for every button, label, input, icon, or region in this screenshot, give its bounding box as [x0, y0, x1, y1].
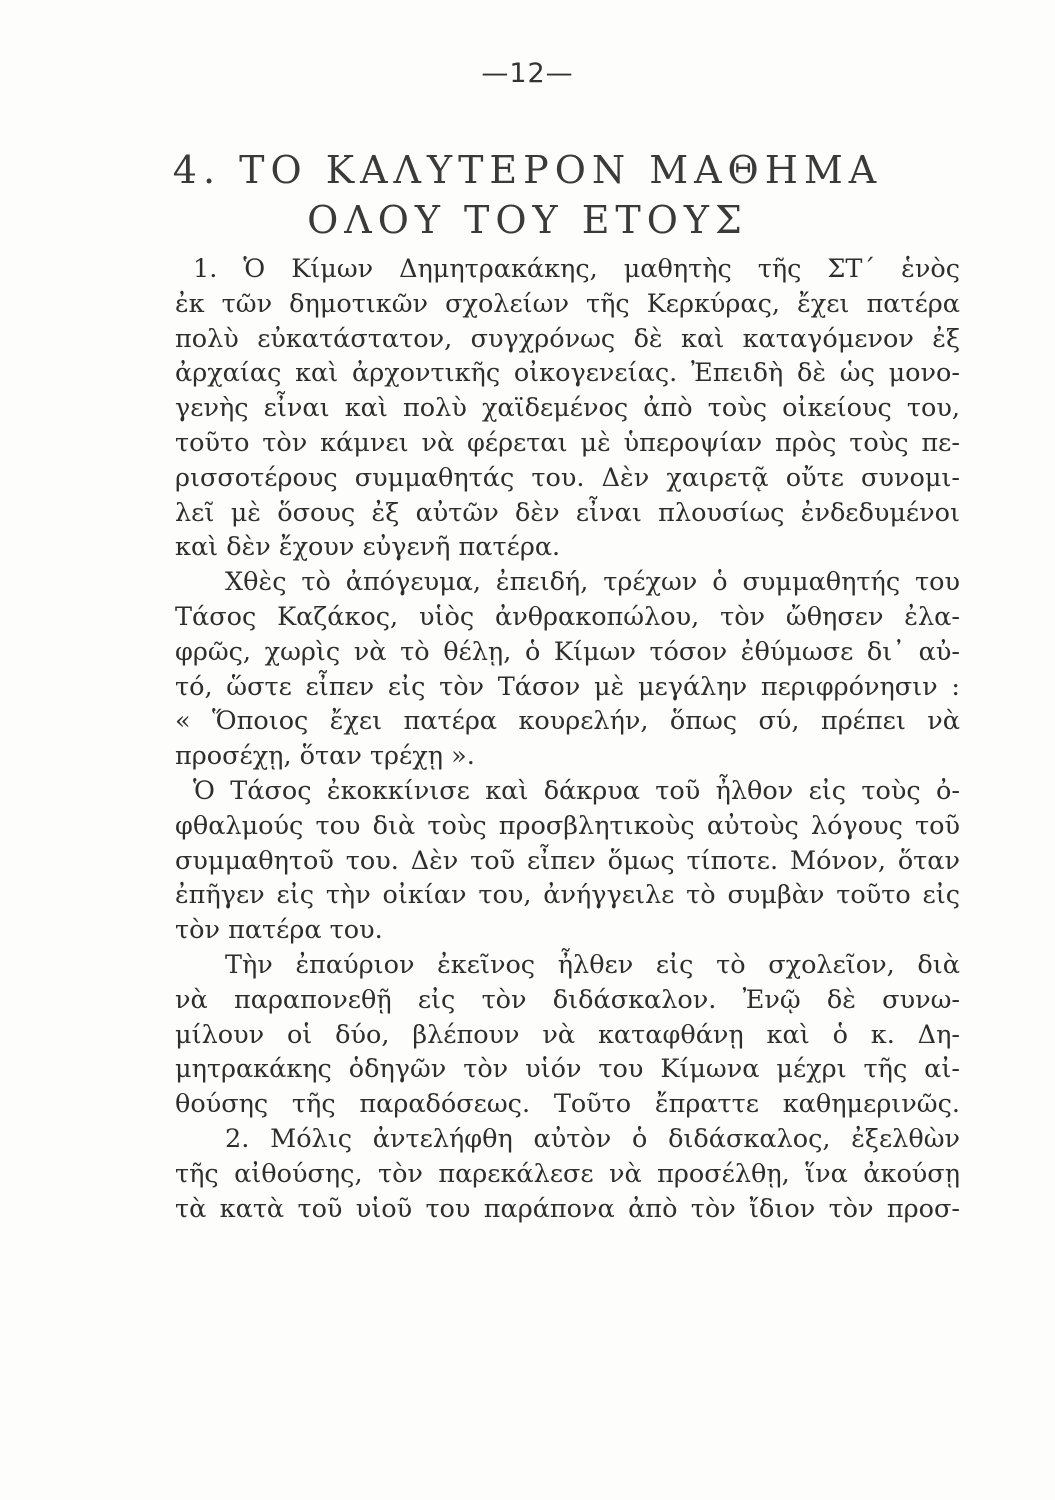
text-line: μητρακάκης ὁδηγῶν τὸν υἱόν του Κίμωνα μέχρι τῆς αἰ-	[175, 1054, 960, 1085]
text-line: μίλουν οἱ δύο, βλέπουν νὰ καταφθάνῃ καὶ ὁ κ. Δη-	[175, 1019, 960, 1050]
text-line: ἀρχαίας καὶ ἀρχοντικῆς οἰκογενείας. Ἐπειδὴ δὲ ὡς μονο-	[175, 358, 960, 389]
text-line: θούσης τῆς παραδόσεως. Τοῦτο ἔπραττε καθημερινῶς.	[175, 1089, 960, 1120]
chapter-title-line-2: ΟΛΟΥ ΤΟΥ ΕΤΟΥΣ	[307, 198, 748, 242]
text-line: « Ὅποιος ἔχει πατέρα κουρελήν, ὅπως σύ, πρέπει νὰ	[175, 706, 960, 737]
text-line: τὰ κατὰ τοῦ υἱοῦ του παράπονα ἀπὸ τὸν ἴδιον τὸν προσ-	[175, 1193, 960, 1224]
text-line: ρισσοτέρους συμμαθητάς του. Δὲν χαιρετᾷ οὔτε συνομι-	[175, 462, 960, 493]
text-line: τὸν πατέρα του.	[175, 915, 383, 946]
text-line: προσέχῃ, ὅταν τρέχῃ ».	[175, 741, 475, 772]
text-line: φρῶς, χωρὶς νὰ τὸ θέλῃ, ὁ Κίμων τόσον ἐθύμωσε δι᾽ αὐ-	[175, 636, 960, 667]
text-line: τῆς αἰθούσης, τὸν παρεκάλεσε νὰ προσέλθῃ, ἵνα ἀκούσῃ	[175, 1158, 960, 1189]
text-line: καὶ δὲν ἔχουν εὐγενῆ πατέρα.	[175, 532, 561, 563]
text-line: λεῖ μὲ ὅσους ἐξ αὐτῶν δὲν εἶναι πλουσίως ἐνδεδυμένοι	[175, 497, 960, 528]
text-line: ἐπῆγεν εἰς τὴν οἰκίαν του, ἀνήγγειλε τὸ συμβὰν τοῦτο εἰς	[175, 880, 960, 911]
text-line: πολὺ εὐκατάστατον, συγχρόνως δὲ καὶ καταγόμενον ἐξ	[175, 323, 960, 354]
text-line: ἐκ τῶν δημοτικῶν σχολείων τῆς Κερκύρας, ἔχει πατέρα	[175, 288, 960, 319]
text-line: συμμαθητοῦ του. Δὲν τοῦ εἶπεν ὅμως τίποτε. Μόνον, ὅταν	[175, 845, 960, 876]
text-line: Τάσος Καζάκος, υἱὸς ἀνθρακοπώλου, τὸν ὤθησεν ἐλα-	[175, 601, 960, 632]
text-line: Τὴν ἐπαύριον ἐκεῖνος ἦλθεν εἰς τὸ σχολεῖον, διὰ	[225, 949, 960, 980]
text-line: 1. Ὁ Κίμων Δημητρακάκης, μαθητὴς τῆς ΣΤ΄ ἑνὸς	[193, 254, 960, 284]
text-line: τό, ὥστε εἶπεν εἰς τὸν Τάσον μὲ μεγάλην περιφρόνησιν :	[175, 671, 960, 702]
text-line: φθαλμούς του διὰ τοὺς προσβλητικοὺς αὐτοὺς λόγους τοῦ	[175, 810, 960, 841]
text-line: γενὴς εἶναι καὶ πολὺ χαϊδεμένος ἀπὸ τοὺς οἰκείους του,	[175, 393, 960, 424]
text-line: τοῦτο τὸν κάμνει νὰ φέρεται μὲ ὑπεροψίαν πρὸς τοὺς πε-	[175, 427, 960, 458]
text-line: Ὁ Τάσος ἐκοκκίνισε καὶ δάκρυα τοῦ ἦλθον εἰς τοὺς ὀ-	[193, 775, 960, 806]
page-number: —12—	[481, 58, 574, 89]
body-text	[175, 252, 960, 1226]
chapter-title-line-1: 4. ΤΟ ΚΑΛΥΤΕΡΟΝ ΜΑΘΗΜΑ	[172, 148, 883, 192]
text-line: νὰ παραπονεθῇ εἰς τὸν διδάσκαλον. Ἐνῷ δὲ συνω-	[175, 984, 960, 1015]
text-line: 2. Μόλις ἀντελήφθη αὐτὸν ὁ διδάσκαλος, ἐξελθὼν	[225, 1123, 960, 1154]
text-line: Χθὲς τὸ ἀπόγευμα, ἐπειδή, τρέχων ὁ συμμαθητής του	[225, 567, 960, 598]
